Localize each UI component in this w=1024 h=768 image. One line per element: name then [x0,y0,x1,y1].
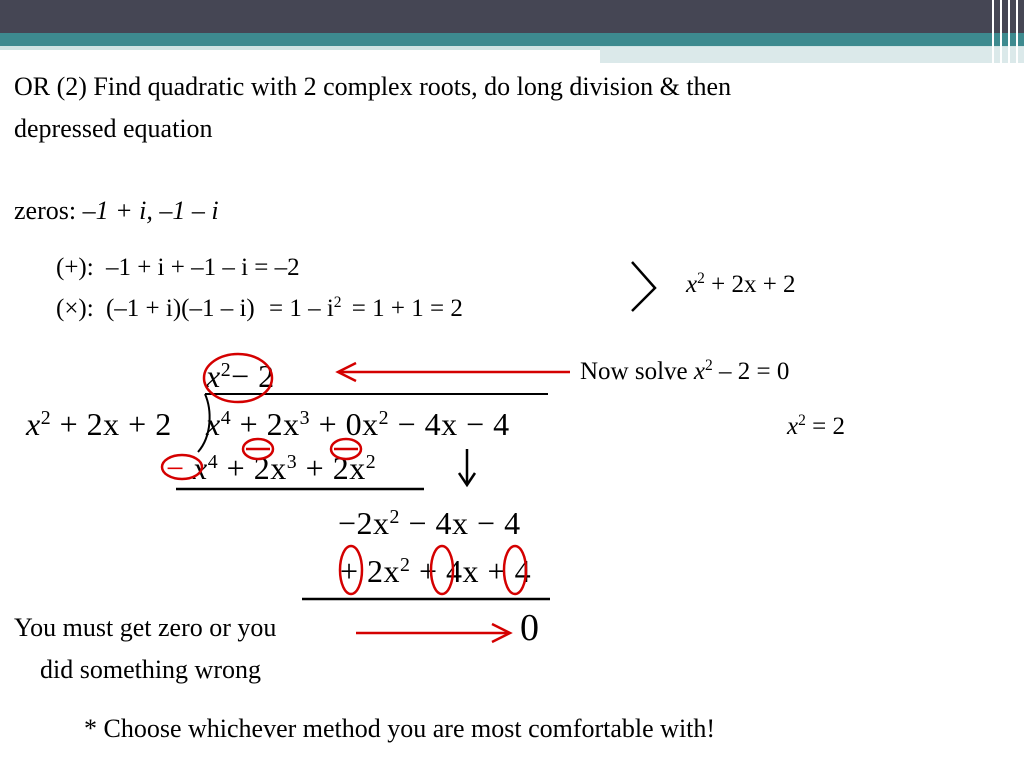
divisor: $x^2 + 2x + 2$ [26,406,172,442]
quotient: $x^2- 2$ [206,358,275,394]
product-label: (×): [56,295,94,322]
zeros-values: –1 + i, –1 – i [82,196,219,225]
quadratic-result: $x^2 + 2x + 2$ [686,270,796,298]
now-solve-text: Now solve $x^2 - 2 = 0$ [580,357,790,385]
minus-circle [162,455,202,479]
sign-circle-2 [431,546,453,594]
footer-note: * Choose whichever method you are most comfortable with! [84,714,716,743]
sum-label: (+): [56,254,94,281]
subtraction-row-1: − $x^4 + 2x^3 + 2x^2$ [166,450,377,486]
slide-title-line2: depressed equation [14,114,213,143]
product-result: = 1 + 1 = 2 [351,295,463,322]
sign-circle-1 [340,546,362,594]
remainder-row-1: $-2x^2 - 4x - 4$ [338,505,521,541]
chevron-right-icon [632,262,655,311]
sign-circle-3 [504,546,526,594]
division-bracket [198,394,210,452]
final-remainder: 0 [520,607,539,649]
sum-expression: –1 + i + –1 – i [105,254,249,281]
note-line2: did something wrong [40,655,261,684]
product-step: = $1 - i^2$ [269,294,342,322]
dividend: $x^4 + 2x^3 + 0x^2 - 4x - 4$ [206,406,510,442]
solve-step: $x^2 = 2$ [787,412,845,440]
slide-title-line1: OR (2) Find quadratic with 2 complex roots, do long division & then [14,72,732,101]
note-line1: You must get zero or you [14,613,277,642]
product-expression: (–1 + i)(–1 – i) [105,295,255,322]
sum-result: = –2 [254,254,300,281]
subtraction-row-2: + $2x^2 + 4x + 4$ [340,553,532,589]
zeros-label: zeros: [14,196,77,225]
